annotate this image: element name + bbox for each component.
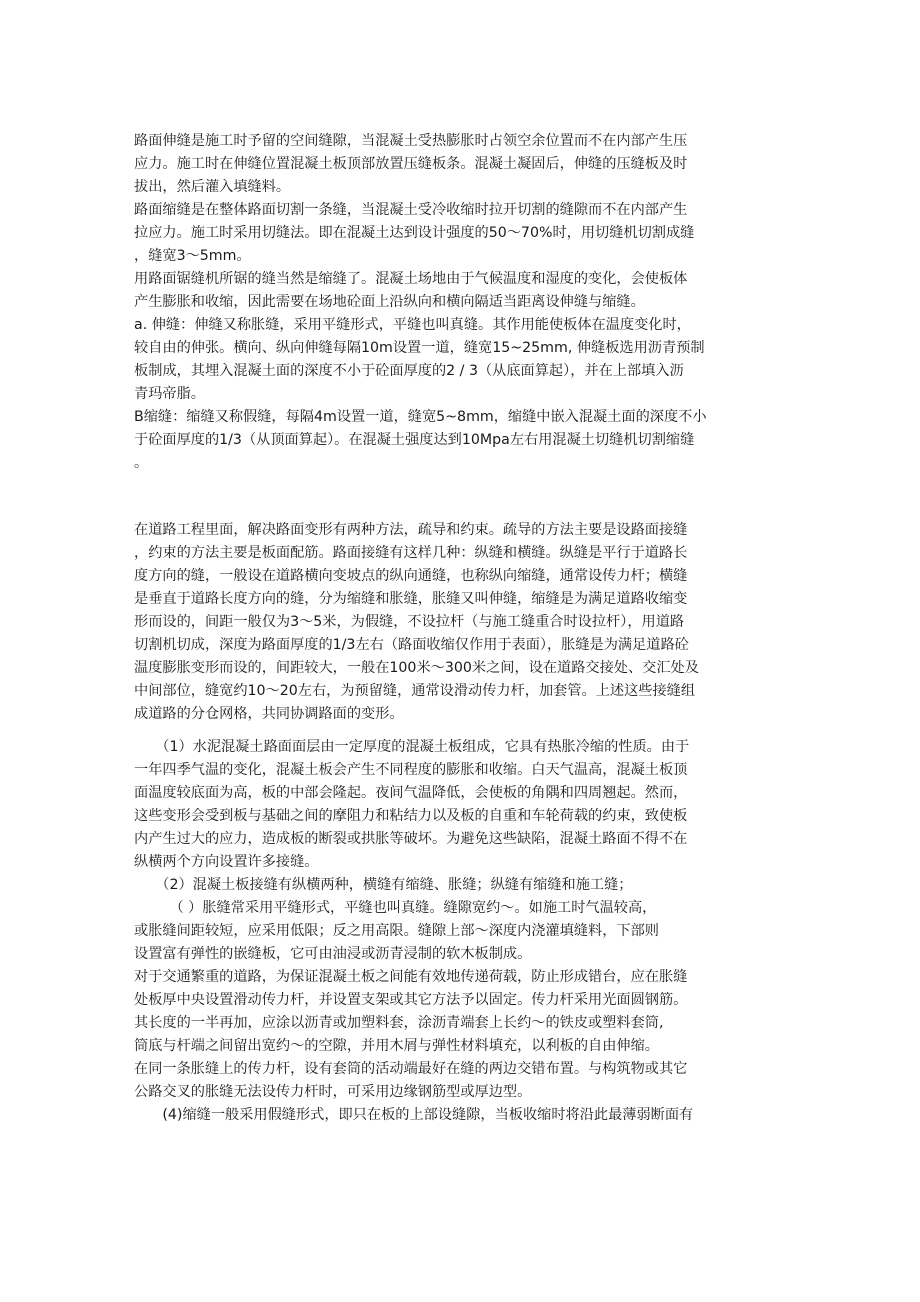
- text-line: 对于交通繁重的道路，为保证混凝土板之间能有效地传递荷载，防止形成错台，应在胀缝: [134, 969, 688, 985]
- text-line: 这些变形会受到板与基础之间的摩阻力和粘结力以及板的自重和车轮荷载的约束，致使板: [134, 808, 688, 824]
- text-line: (4)缩缝一般采用假缝形式，即只在板的上部设缝隙，当板收缩时将沿此最薄弱断面有: [134, 1107, 694, 1123]
- text-line: 于砼面厚度的1/3（从顶面算起）。在混凝土强度达到10Mpa左右用混凝土切缝机切割缩缝: [134, 432, 695, 448]
- text-line: （ ）胀缝常采用平缝形式，平缝也叫真缝。缝隙宽约～。如施工时气温较高，: [134, 900, 657, 916]
- text-line: 较自由的伸张。横向、纵向伸缝每隔10m设置一道，缝宽15~25mm, 伸缝板选用沥青预制: [134, 340, 705, 356]
- text-line: 其长度的一半再加，应涂以沥青或加塑料套，涂沥青端套上长约～的铁皮或塑料套筒,: [134, 1015, 664, 1031]
- text-line: 路面伸缝是施工时予留的空间缝隙，当混凝土受热膨胀时占领空余位置而不在内部产生压: [134, 133, 688, 149]
- text-line: 板制成，其埋入混凝土面的深度不小于砼面厚度的2 / 3（从底面算起），并在上部填入沥: [134, 363, 684, 379]
- text-line: 成道路的分仓网格，共同协调路面的变形。: [134, 706, 404, 722]
- text-line: （2）混凝土板接缝有纵横两种，横缝有缩缝、胀缝；纵缝有缩缝和施工缝；: [134, 877, 633, 893]
- text-line: 内产生过大的应力，造成板的断裂或拱胀等破坏。为避免这些缺陷，混凝土路面不得不在: [134, 831, 688, 847]
- text-line: a. 伸缝：伸缝又称胀缝，采用平缝形式，平缝也叫真缝。其作用能使板体在温度变化时，: [134, 317, 691, 333]
- text-line: 青玛帝脂。: [134, 386, 205, 402]
- text-line: 拉应力。施工时采用切缝法。即在混凝土达到设计强度的50～70%时，用切缝机切割成缝: [134, 225, 695, 241]
- text-line: 切割机切成，深度为路面厚度的1/3左右（路面收缩仅作用于表面），胀缝是为满足道路砼: [134, 637, 689, 653]
- text-line: 用路面锯缝机所锯的缝当然是缩缝了。混凝土场地由于气候温度和湿度的变化，会使板体: [134, 271, 688, 287]
- text-line: 在同一条胀缝上的传力杆，设有套筒的活动端最好在缝的两边交错布置。与构筑物或其它: [134, 1061, 688, 1077]
- text-line: 或胀缝间距较短，应采用低限；反之用高限。缝隙上部～深度内浇灌填缝料，下部则: [134, 923, 659, 939]
- text-line: 设置富有弹性的嵌缝板，它可由油浸或沥青浸制的软木板制成。: [134, 946, 532, 962]
- text-line: 应力。施工时在伸缝位置混凝土板顶部放置压缝板条。混凝土凝固后，伸缝的压缝板及时: [134, 156, 688, 172]
- text-line: （1）水泥混凝土路面面层由一定厚度的混凝土板组成，它具有热胀冷缩的性质。由于: [134, 739, 690, 755]
- section-concrete-slab-joints: [134, 736, 796, 1127]
- text-line: 一年四季气温的变化，混凝土板会产生不同程度的膨胀和收缩。白天气温高，混凝土板顶: [134, 762, 688, 778]
- text-line: 路面缩缝是在整体路面切割一条缝，当混凝土受冷收缩时拉开切割的缝隙而不在内部产生: [134, 202, 688, 218]
- section-expansion-contraction-joints: [134, 130, 796, 475]
- text-line: 处板厚中央设置滑动传力杆，并设置支架或其它方法予以固定。传力杆采用光面圆钢筋。: [134, 992, 688, 1008]
- text-line: 筒底与杆端之间留出宽约～的空隙，并用木屑与弹性材料填充，以利板的自由伸缩。: [134, 1038, 659, 1054]
- text-line: 温度膨胀变形而设的，间距较大，一般在100米～300米之间，设在道路交接处、交汇处及: [134, 660, 699, 676]
- text-line: 纵横两个方向设置许多接缝。: [134, 854, 319, 870]
- text-line: 中间部位，缝宽约10～20左右，为预留缝，通常设滑动传力杆，加套管。上述这些接缝组: [134, 683, 696, 699]
- text-line: 在道路工程里面，解决路面变形有两种方法，疏导和约束。疏导的方法主要是设路面接缝: [134, 522, 688, 538]
- text-line: ，缝宽3～5mm。: [134, 248, 251, 264]
- text-line: 形而设的，间距一般仅为3～5米，为假缝，不设拉杆（与施工缝重合时设拉杆），用道路: [134, 614, 685, 630]
- text-line: ，约束的方法主要是板面配筋。路面接缝有这样几种：纵缝和横缝。纵缝是平行于道路长: [134, 545, 688, 561]
- text-line: 。: [134, 455, 149, 471]
- text-line: 拔出，然后灌入填缝料。: [134, 179, 291, 195]
- text-line: B缩缝：缩缝又称假缝，每隔4m设置一道，缝宽5~8mm，缩缝中嵌入混凝土面的深度不小: [134, 409, 707, 425]
- text-line: 公路交叉的胀缝无法设传力杆时，可采用边缘钢筋型或厚边型。: [134, 1084, 532, 1100]
- text-line: 面温度较底面为高，板的中部会隆起。夜间气温降低，会使板的角隅和四周翘起。然而，: [134, 785, 688, 801]
- text-line: 度方向的缝，一般设在道路横向变坡点的纵向通缝，也称纵向缩缝，通常设传力杆；横缝: [134, 568, 688, 584]
- section-joint-types: [134, 519, 796, 726]
- text-line: 产生膨胀和收缩，因此需要在场地砼面上沿纵向和横向隔适当距离设伸缝与缩缝。: [134, 294, 645, 310]
- text-line: 是垂直于道路长度方向的缝，分为缩缝和胀缝，胀缝又叫伸缝，缩缝是为满足道路收缩变: [134, 591, 688, 607]
